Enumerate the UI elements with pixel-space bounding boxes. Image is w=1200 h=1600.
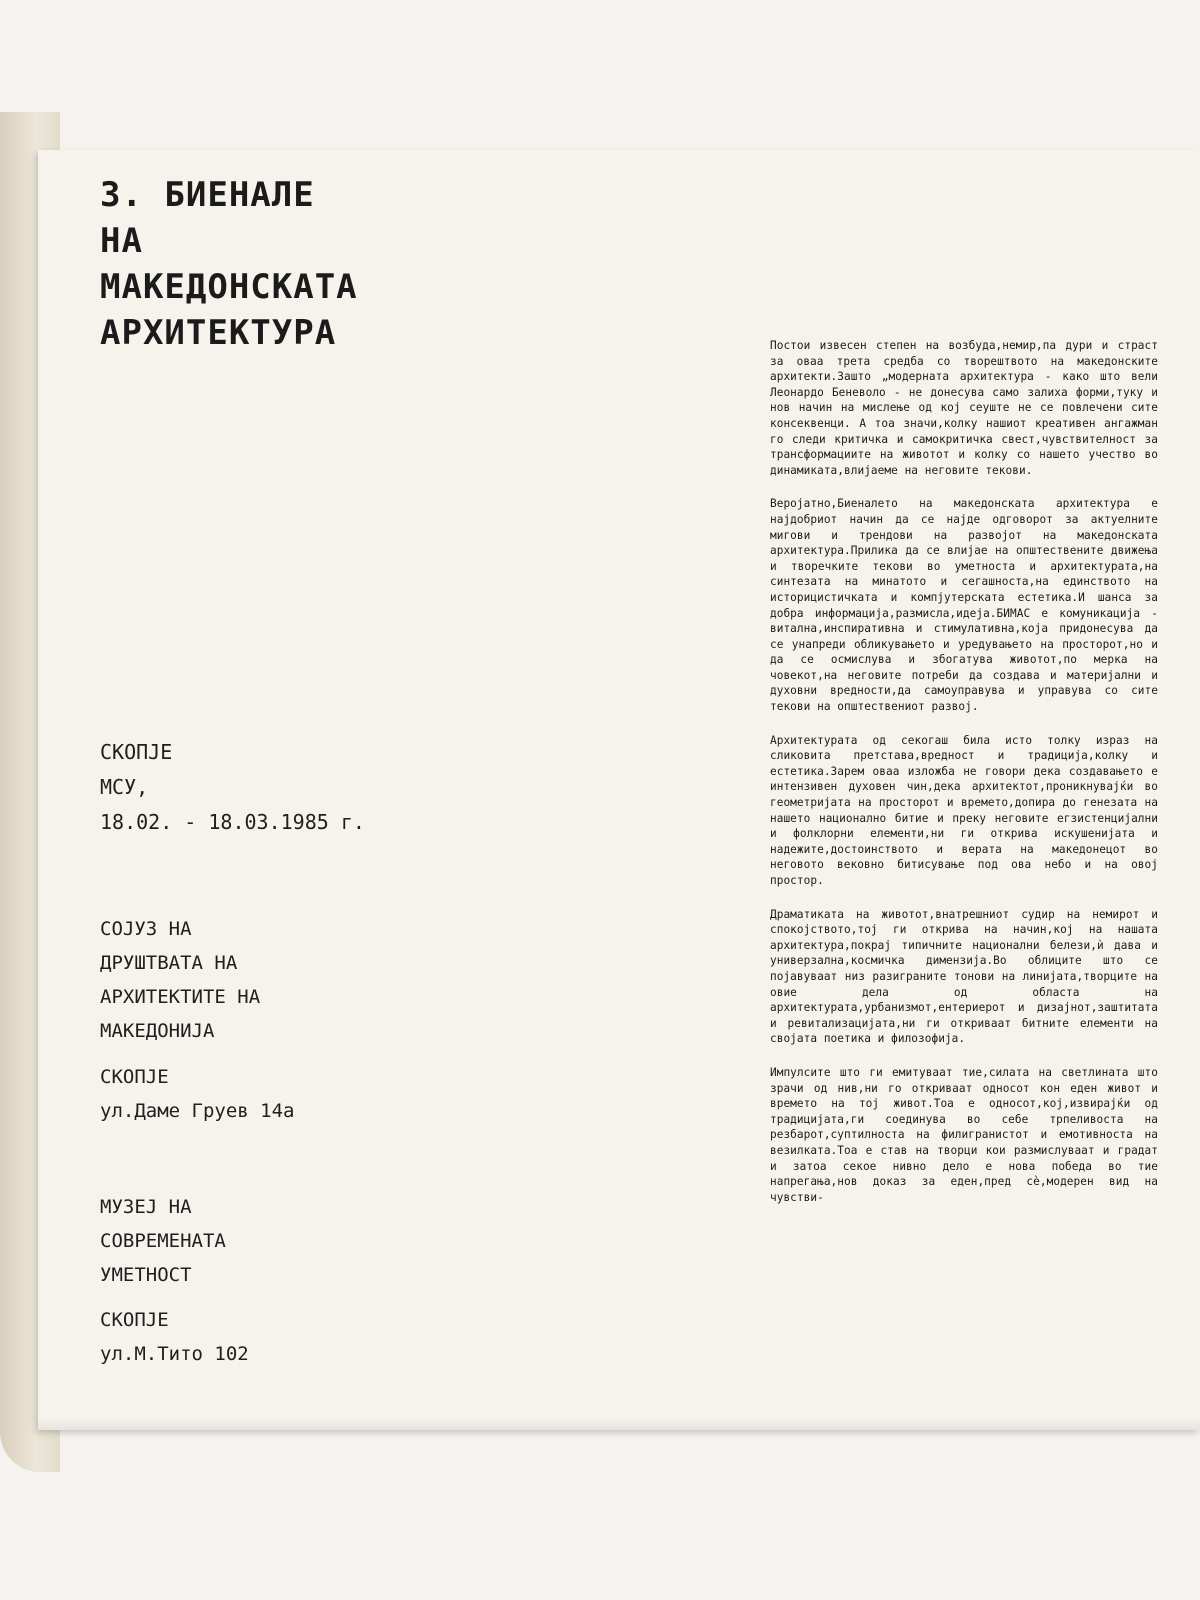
title-line: МАКЕДОНСКАТА bbox=[100, 267, 358, 307]
venue-block bbox=[100, 735, 365, 840]
museum-line: МУЗЕЈ НА bbox=[100, 1196, 192, 1218]
organizer-line: СОЈУЗ НА bbox=[100, 918, 192, 940]
museum-address bbox=[100, 1303, 249, 1371]
museum-street: ул.М.Тито 102 bbox=[100, 1343, 249, 1365]
organizer-street: ул.Даме Груев 14а bbox=[100, 1100, 295, 1122]
page-title bbox=[100, 172, 460, 356]
show-through-text-right bbox=[778, 185, 1138, 335]
body-paragraph: Драматиката на животот,внатрешниот судир на немирот и спокојството,тој ги открива на начин,кој на нашата архитектура,покрај типичните национални белези,ѝ дава и универзална,космичка димензија.Во облиците што се појавуваат низ разиграните тонови на линијата,творците на овие дела од областа на архитектурата,урбанизмот,ентериерот и дизајнот,заштитата и ревитализацијата,ни ги откриваат битните елементи на својата поетика и филозофија. bbox=[770, 907, 1158, 1046]
venue-city: СКОПЈЕ bbox=[100, 740, 173, 764]
venue-name: МСУ, bbox=[100, 775, 149, 799]
title-line: НА bbox=[100, 221, 143, 261]
organizer-city: СКОПЈЕ bbox=[100, 1066, 169, 1088]
body-paragraph: Постои извесен степен на возбуда,немир,па дури и страст за оваа трета средба со творештвото на македонските архитекти.Зашто „модерната архитектура - како што вели Леонардо Беневоло - не донесува само залиха форми,туку и нов начин на мислење од кој сеуште не се повлечени сите консеквенци. А тоа значи,колку нашиот креативен ангажман го следи критичка и самокритичка свест,чувствителност за трансформациите на животот и колку со нашето учество во динамиката,влијаеме на неговите текови. bbox=[770, 339, 1158, 477]
body-paragraph: Импулсите што ги емитуваат тие,силата на светлината што зрачи од нив,ни го откриваат односот кон еден живот и времето на тој живот.Тоа е односот,кој,извирајќи од традицијата,ги соединува во себе трпеливоста на резбарот,суптилноста на филигранистот и емотивноста на везилката.Тоа е став на творци кои размислуваат и градат и затоа секое нивно дело е нова победа во тие напрегања,нов доказ за еден,пред сè,модерен вид на чувстви- bbox=[770, 1065, 1158, 1204]
organizer-line: ДРУШТВАТА НА bbox=[100, 952, 238, 974]
organizer-line: МАКЕДОНИЈА bbox=[100, 1020, 215, 1042]
museum-block bbox=[100, 1190, 226, 1292]
body-text-column bbox=[770, 338, 1158, 1223]
organizer-block bbox=[100, 912, 260, 1048]
title-line: АРХИТЕКТУРА bbox=[100, 313, 337, 353]
body-paragraph: Веројатно,Биеналето на македонската архитектура е најдобриот начин да се најде одговорот за актуелните мигови и трендови на развојот на македонската архитектура.Прилика да се влијае на општествените движења и творечките текови во уметноста и архитектурата,на синтезата на минатото и сегашноста,на единството на историцистичката и компјутерската естетика.И шанса за добра информација,размисла,идеја.БИМАС е комуникација - витална,инспиративна и стимулативна,која придонесува да се унапреди обликувањето и уредувањето на просторот,но и да се осмислува и збогатува животот,по мерка на човекот,на неговите потреби да создава и материјални и духовни вредности,да самоуправува и управува со сите текови на општествениот развој. bbox=[770, 497, 1158, 714]
organizer-address bbox=[100, 1060, 294, 1128]
title-line: 3. БИЕНАЛЕ bbox=[100, 175, 315, 215]
organizer-line: АРХИТЕКТИТЕ НА bbox=[100, 986, 261, 1008]
museum-line: УМЕТНОСТ bbox=[100, 1264, 192, 1286]
venue-dates: 18.02. - 18.03.1985 г. bbox=[100, 810, 365, 834]
document-page bbox=[38, 150, 1200, 1430]
body-paragraph: Архитектурата од секогаш била исто толку израз на сликовита претстава,вредност и традиција,колку и естетика.Зарем оваа изложба не говори дека создавањето е интензивен духовен чин,дека архитектот,проникнувајќи во геометријата на просторот и времето,допира до генезата на нашето национално битие и преку неговите егзистенцијални и фолклорни елементи,ни ги открива искушенијата и надежите,достоинството и верата на македонецот во неговото вековно битисување под ова небо и на овој простор. bbox=[770, 733, 1158, 887]
museum-line: СОВРЕМЕНАТА bbox=[100, 1230, 226, 1252]
museum-city: СКОПЈЕ bbox=[100, 1309, 169, 1331]
